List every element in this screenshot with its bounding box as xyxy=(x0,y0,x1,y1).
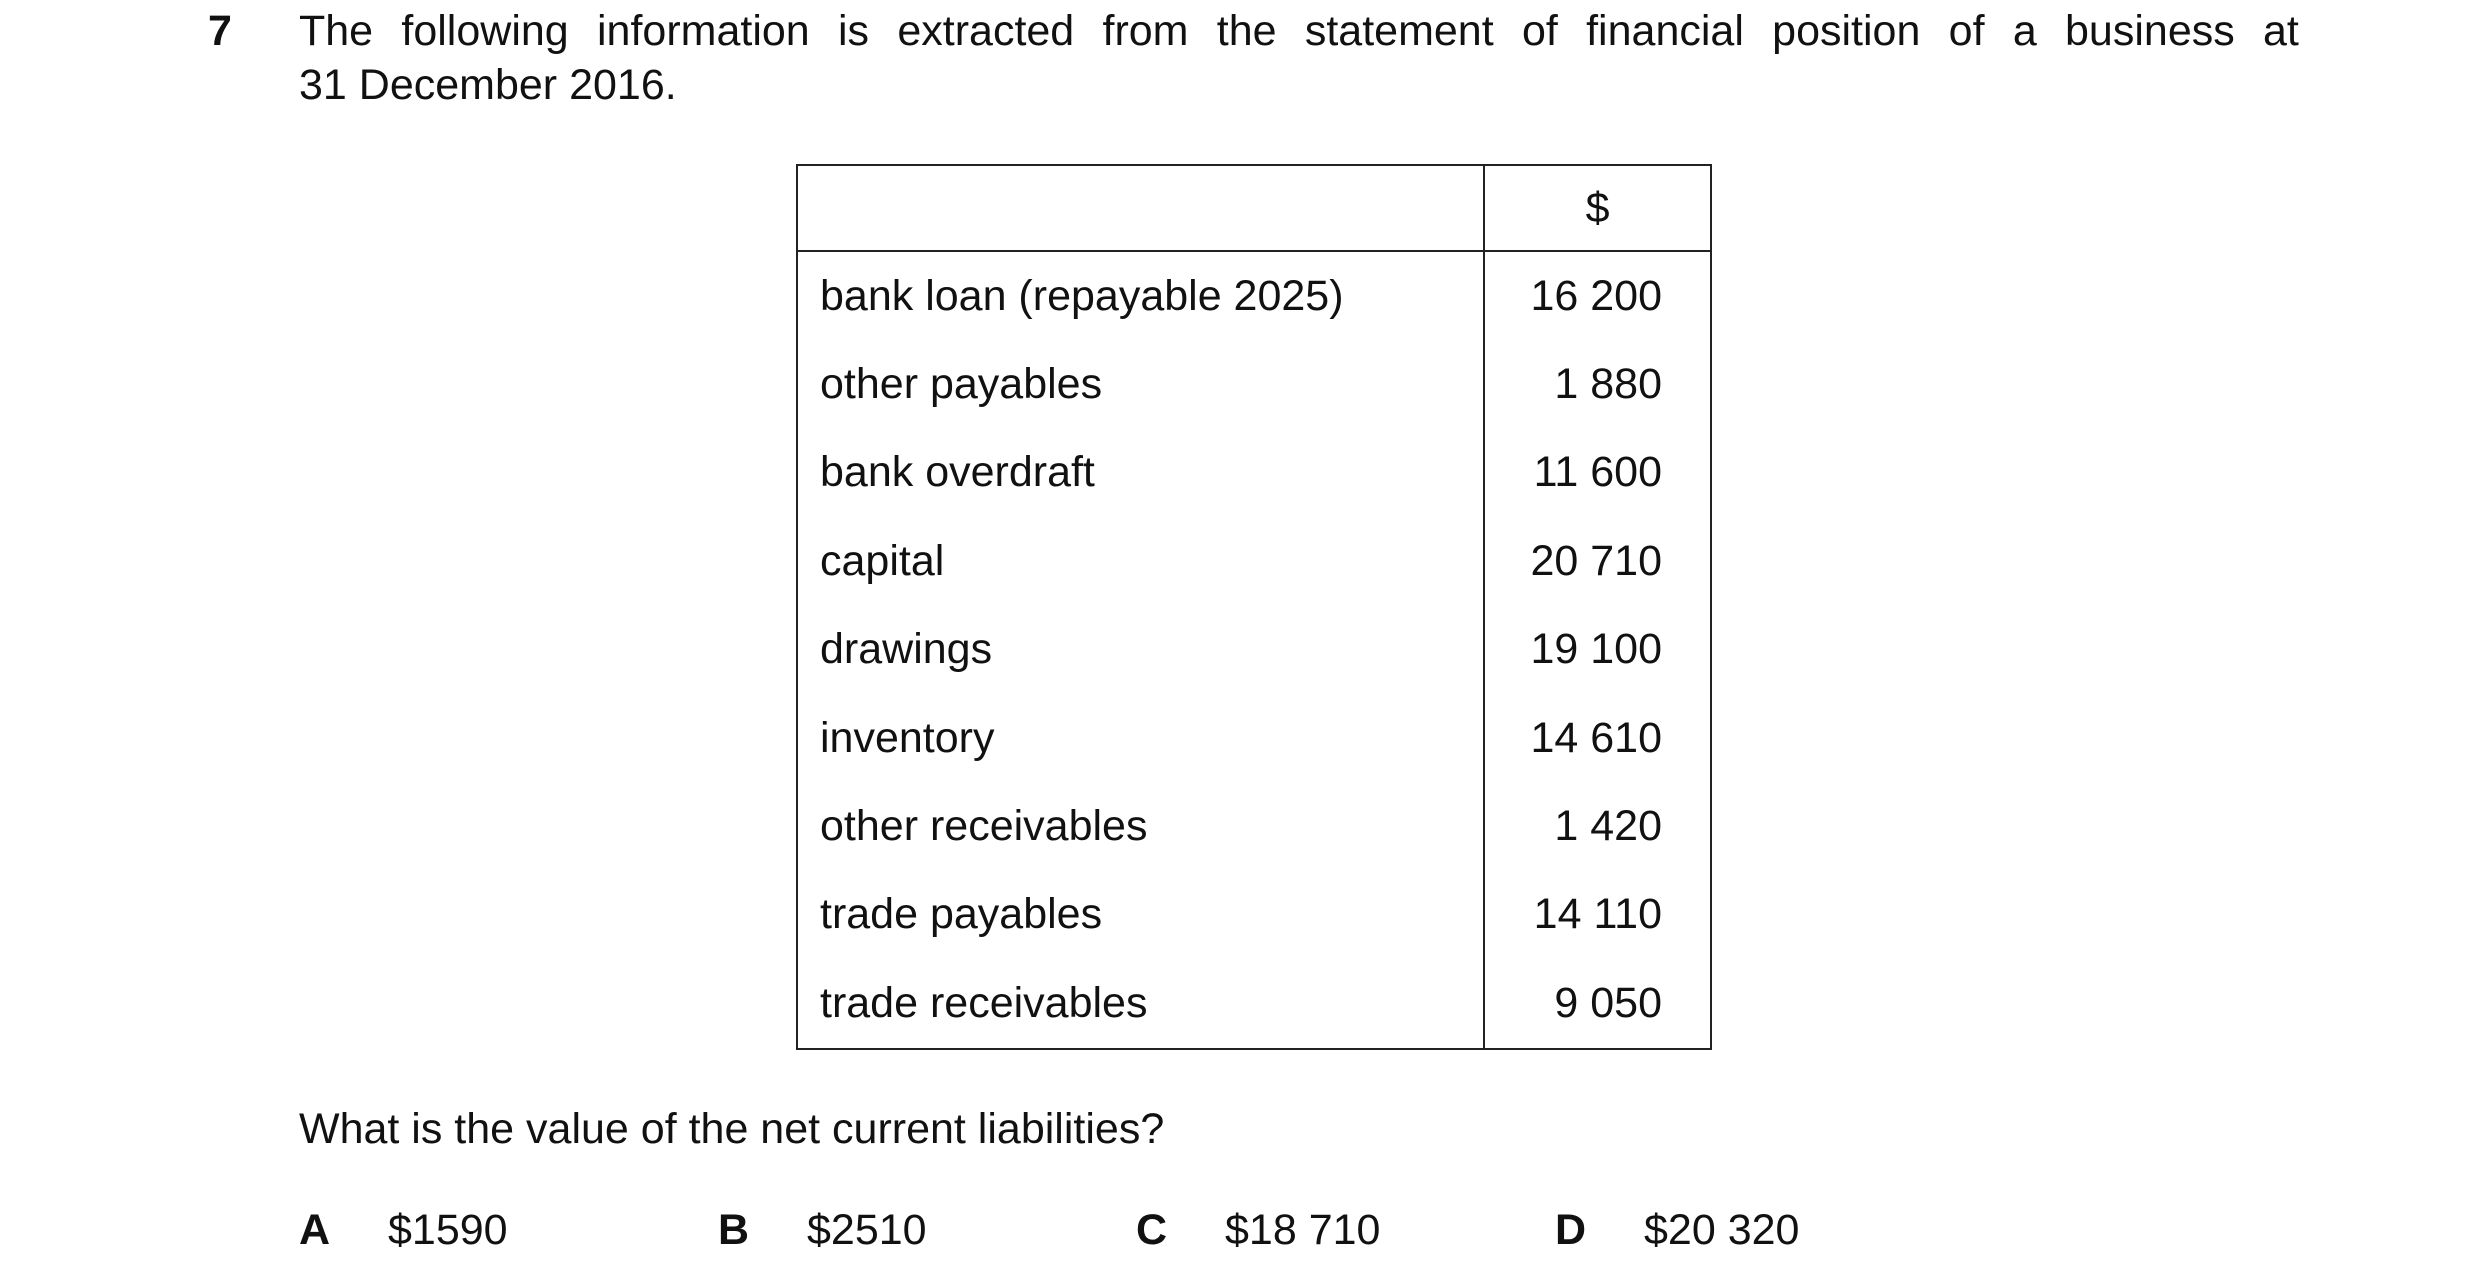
intro-word: a xyxy=(2012,7,2037,55)
intro-line-2: 31 December 2016. xyxy=(299,61,677,109)
table-row xyxy=(797,340,1711,428)
row-amount: 9 050 xyxy=(1484,959,1711,1048)
option-letter: C xyxy=(1136,1206,1168,1254)
row-amount: 1 880 xyxy=(1484,340,1711,428)
table-row xyxy=(797,517,1711,605)
intro-word: of xyxy=(1948,7,1985,55)
intro-word: the xyxy=(1216,7,1277,55)
option-value: $1590 xyxy=(388,1206,508,1254)
table-row xyxy=(797,606,1711,694)
intro-word: financial xyxy=(1586,7,1744,55)
table-row xyxy=(797,871,1711,959)
intro-word: statement xyxy=(1304,7,1494,55)
row-amount: 11 600 xyxy=(1484,429,1711,517)
row-item: other receivables xyxy=(797,782,1484,870)
row-item: trade payables xyxy=(797,871,1484,959)
row-item: capital xyxy=(797,517,1484,605)
row-amount: 20 710 xyxy=(1484,517,1711,605)
option-value: $2510 xyxy=(807,1206,927,1254)
row-amount: 14 110 xyxy=(1484,871,1711,959)
table-row xyxy=(797,694,1711,782)
table-row xyxy=(797,959,1711,1048)
intro-word: is xyxy=(838,7,870,55)
intro-word: The xyxy=(299,7,374,55)
option-letter: A xyxy=(299,1206,331,1254)
intro-word: from xyxy=(1102,7,1189,55)
option-value: $20 320 xyxy=(1644,1206,1800,1254)
row-item: drawings xyxy=(797,606,1484,694)
table-row xyxy=(797,251,1711,340)
intro-word: at xyxy=(2263,7,2299,55)
question-number: 7 xyxy=(208,7,232,55)
intro-word: extracted xyxy=(897,7,1075,55)
intro-word: following xyxy=(401,7,569,55)
row-item: inventory xyxy=(797,694,1484,782)
option-value: $18 710 xyxy=(1225,1206,1381,1254)
financial-position-table xyxy=(796,164,1712,1050)
table-row xyxy=(797,782,1711,870)
row-item: other payables xyxy=(797,340,1484,428)
row-item: bank loan (repayable 2025) xyxy=(797,251,1484,340)
row-amount: 14 610 xyxy=(1484,694,1711,782)
option-letter: B xyxy=(718,1206,750,1254)
row-amount: 1 420 xyxy=(1484,782,1711,870)
row-amount: 19 100 xyxy=(1484,606,1711,694)
header-currency: $ xyxy=(1484,165,1711,251)
intro-word: business xyxy=(2065,7,2235,55)
row-item: bank overdraft xyxy=(797,429,1484,517)
question-prompt: What is the value of the net current liabilities? xyxy=(299,1105,1165,1153)
intro-word: information xyxy=(597,7,810,55)
row-item: trade receivables xyxy=(797,959,1484,1048)
header-item xyxy=(797,165,1484,251)
table-header-row xyxy=(797,165,1711,251)
option-letter: D xyxy=(1555,1206,1587,1254)
table-row xyxy=(797,429,1711,517)
intro-word: position xyxy=(1772,7,1921,55)
intro-line-1 xyxy=(299,4,2299,58)
row-amount: 16 200 xyxy=(1484,251,1711,340)
intro-word: of xyxy=(1521,7,1558,55)
question-intro xyxy=(299,4,2299,112)
